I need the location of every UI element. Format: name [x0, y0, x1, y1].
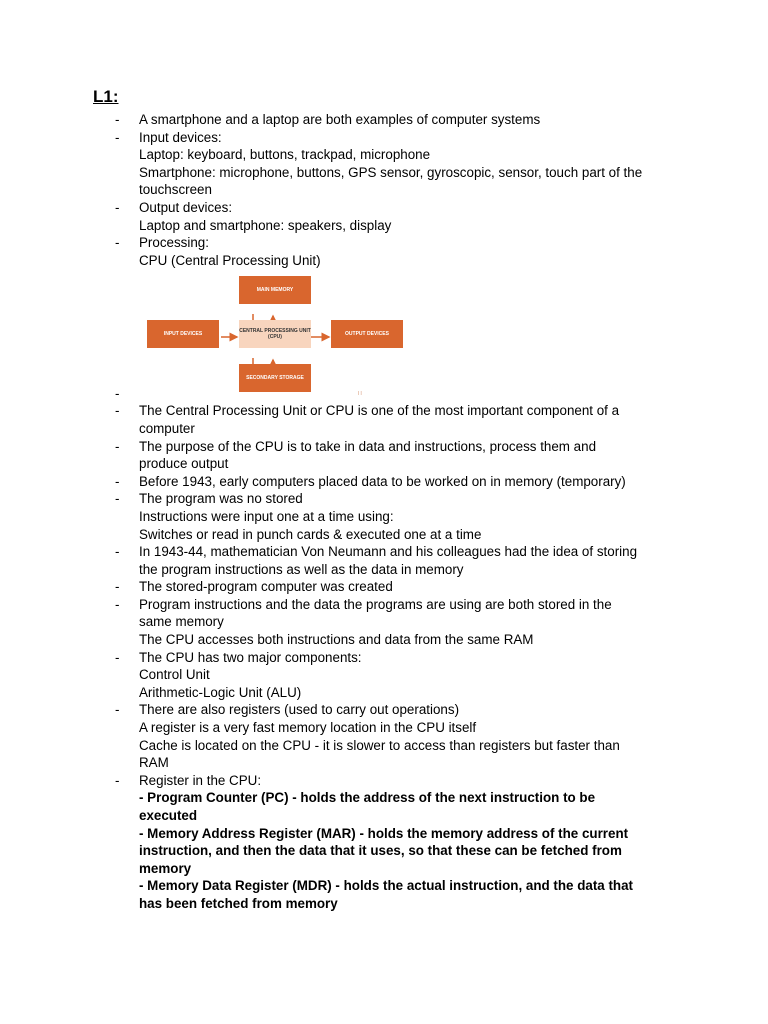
list-item-line: Laptop and smartphone: speakers, display: [139, 217, 392, 233]
register-description-line: instruction, and then the data that it uses, so that these can be fetched from: [139, 843, 622, 859]
list-item-line: In 1943-44, mathematician Von Neumann and his colleagues had the idea of storing: [139, 544, 638, 560]
list-item-line: Processing:: [139, 235, 209, 251]
bullet-dash: -: [115, 235, 120, 251]
list-item-line: A smartphone and a laptop are both examples of computer systems: [139, 112, 541, 127]
notes-content: [115, 111, 715, 913]
bullet-dash: -: [115, 112, 120, 127]
bullet-dash: -: [115, 438, 120, 454]
cpu-box: CENTRAL PROCESSING UNIT (CPU): [239, 320, 311, 348]
bullet-dash: -: [115, 491, 120, 507]
list-item-line: same memory: [139, 614, 224, 630]
list-item-line: produce output: [139, 456, 229, 472]
list-item-line: Laptop: keyboard, buttons, trackpad, microphone: [139, 147, 431, 163]
list-item: [115, 596, 715, 649]
list-item-line: There are also registers (used to carry out operations): [139, 702, 460, 718]
list-item-line: touchscreen: [139, 182, 212, 198]
list-item-line: Instructions were input one at a time using:: [139, 508, 394, 524]
list-item-line: Control Unit: [139, 667, 210, 683]
bullet-dash: -: [115, 129, 120, 145]
list-item-line: Cache is located on the CPU - it is slower to access than registers but faster than: [139, 737, 620, 753]
register-description-line: - Memory Data Register (MDR) - holds the actual instruction, and the data that: [139, 878, 634, 894]
secondary-storage-box: SECONDARY STORAGE: [239, 364, 311, 392]
main-list: [115, 402, 715, 912]
list-item-line: The CPU has two major components:: [139, 649, 362, 665]
list-item: [115, 473, 715, 491]
list-item-line: The purpose of the CPU is to take in data and instructions, process them and: [139, 438, 597, 454]
bullet-dash: -: [115, 385, 120, 401]
list-item: [115, 649, 715, 702]
register-description-line: memory: [139, 860, 192, 876]
list-item-line: Switches or read in punch cards & executed one at a time: [139, 526, 482, 542]
list-item-line: Register in the CPU:: [139, 772, 262, 788]
register-description-line: has been fetched from memory: [139, 895, 338, 911]
list-item-line: A register is a very fast memory location in the CPU itself: [139, 720, 477, 736]
list-item-line: The CPU accesses both instructions and data from the same RAM: [139, 632, 534, 648]
output-devices-box: OUTPUT DEVICES: [331, 320, 403, 348]
list-item: [115, 234, 715, 269]
list-item: [115, 701, 715, 771]
watermark-logo: ∷: [358, 391, 362, 398]
register-description-line: - Memory Address Register (MAR) - holds the memory address of the current: [139, 825, 629, 841]
list-item: [115, 129, 715, 199]
register-description-line: - Program Counter (PC) - holds the address of the next instruction to be: [139, 790, 596, 806]
list-item-line: CPU (Central Processing Unit): [139, 252, 321, 268]
list-item: [115, 490, 715, 543]
list-item-line: Program instructions and the data the programs are using are both stored in the: [139, 596, 612, 612]
list-item-line: Arithmetic-Logic Unit (ALU): [139, 684, 302, 700]
bullet-dash: -: [115, 579, 120, 595]
page-heading: L1:: [93, 87, 119, 106]
list-item: [115, 578, 715, 596]
intro-list: [115, 111, 715, 269]
list-item-line: The program was no stored: [139, 491, 303, 507]
bullet-dash: -: [115, 403, 120, 419]
cpu-diagram: [146, 276, 416, 396]
list-item: [115, 772, 715, 913]
list-item-line: Smartphone: microphone, buttons, GPS sensor, gyroscopic, sensor, touch part of the: [139, 164, 643, 180]
input-devices-box: INPUT DEVICES: [147, 320, 219, 348]
list-item-line: The stored-program computer was created: [139, 579, 393, 595]
bullet-dash: -: [115, 473, 120, 489]
register-description-line: executed: [139, 808, 198, 823]
bullet-dash: -: [115, 596, 120, 612]
main-memory-box: MAIN MEMORY: [239, 276, 311, 304]
list-item-line: Before 1943, early computers placed data to be worked on in memory (temporary): [139, 473, 626, 489]
bullet-dash: -: [115, 772, 120, 788]
bullet-dash: -: [115, 702, 120, 718]
bullet-dash: -: [115, 649, 120, 665]
diagram-list-item: [115, 276, 715, 401]
list-item-line: The Central Processing Unit or CPU is one of the most important component of a: [139, 403, 620, 419]
list-item: [115, 199, 715, 234]
list-item-line: computer: [139, 420, 195, 436]
bullet-dash: -: [115, 544, 120, 560]
list-item-line: the program instructions as well as the data in memory: [139, 561, 464, 577]
list-item-line: RAM: [139, 755, 169, 771]
list-item: [115, 543, 715, 578]
list-item: [115, 438, 715, 473]
list-item: [115, 111, 715, 129]
list-item: [115, 402, 715, 437]
list-item-line: Input devices:: [139, 129, 222, 145]
list-item-line: Output devices:: [139, 199, 233, 215]
bullet-dash: -: [115, 199, 120, 215]
